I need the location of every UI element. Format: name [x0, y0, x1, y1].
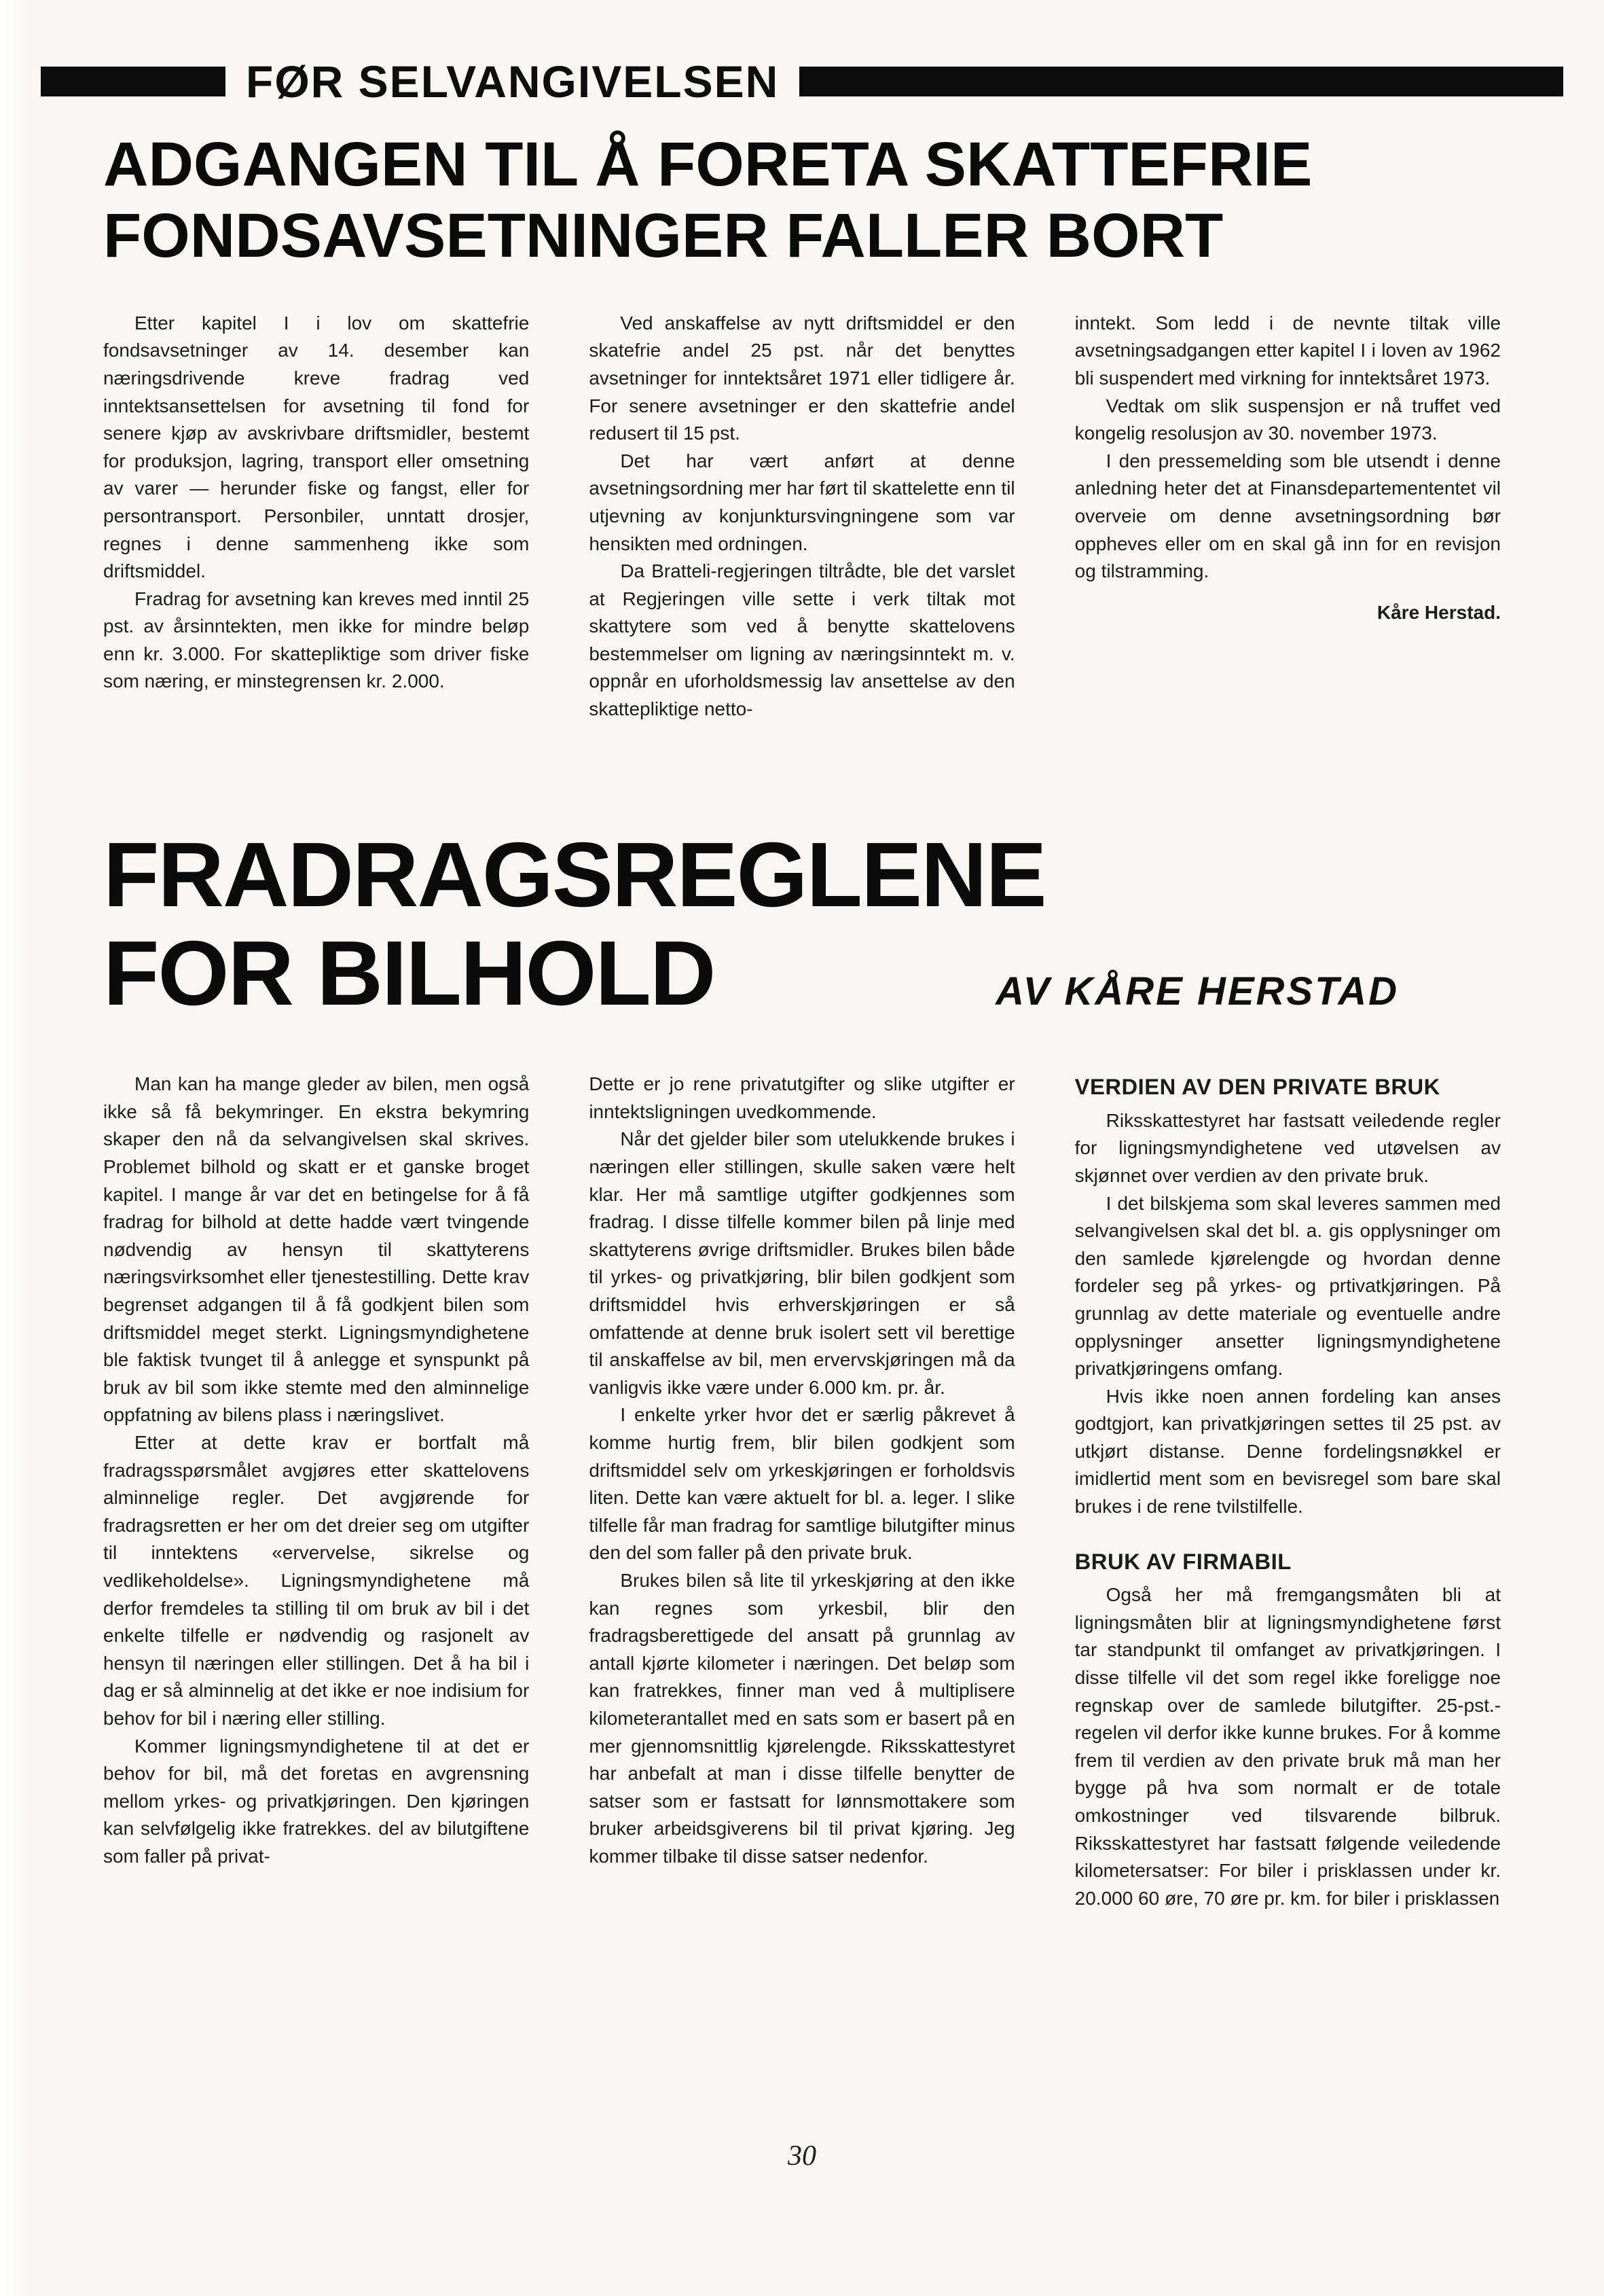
section-header	[41, 56, 1563, 107]
body-paragraph: Fradrag for avsetning kan kreves med inntil 25 pst. av årsinntekten, men ikke for mindre beløp enn kr. 3.000. For skattepliktige som driver fiske som næring, er minstegrensen kr. 2.000.	[103, 588, 530, 692]
body-paragraph: Det har vært anført at denne avsetningsordning mer har ført til skattelette enn til utjevning av konjunktursvingningene som var hensikten med ordningen.	[589, 450, 1015, 554]
article2-column-1	[103, 1071, 529, 1912]
column-subhead: BRUK AV FIRMABIL	[1074, 1548, 1292, 1574]
article1-column-3	[1075, 310, 1501, 723]
body-paragraph: Man kan ha mange gleder av bilen, men også ikke så få bekymringer. En ekstra bekymring skaper den nå da selvangivelsen skal skrives. Problemet bilhold og skatt er et ganske broget kapitel. I mange år var det en betingelse for å få fradrag for bilhold at dette hadde vært tvingende nødvendig av hensyn til skattyterens næringsvirksomhet eller tjenestestilling. Dette krav begrenset adgangen til å få godkjent bilen som driftsmiddel meget sterkt. Ligningsmyndighetene ble faktisk tvunget til å anlegge et synspunkt på bruk av bil som ikke stemte med den alminnelige oppfatning av bilens plass i næringslivet.	[103, 1073, 530, 1426]
article2-author-byline: AV KÅRE HERSTAD	[996, 969, 1399, 1014]
body-paragraph: Kommer ligningsmyndighetene til at det er behov for bil, må det foretas en avgrensning mellom yrkes- og privatkjøringen. Den kjøringen kan selvfølgelig ikke fratrekkes. del av bilutgiftene som faller på privat-	[103, 1735, 530, 1867]
article-fradragsreglene	[103, 825, 1501, 1913]
column-subhead: VERDIEN AV DEN PRIVATE BRUK	[1074, 1074, 1440, 1100]
body-paragraph: Riksskattestyret har fastsatt veiledende regler for ligningsmyndighetene ved utøvelsen av skjønnet over verdien av den private bruk.	[1074, 1109, 1501, 1186]
article2-columns	[103, 1071, 1501, 1912]
article2-headline-row2	[103, 924, 1501, 1023]
article1-column-1	[103, 310, 529, 723]
article1-headline-line1: ADGANGEN TIL Å FORETA SKATTEFRIE	[103, 130, 1313, 199]
article2-headline	[103, 825, 1501, 1024]
body-paragraph: Etter kapitel I i lov om skattefrie fondsavsetninger av 14. desember kan næringsdrivende kreve fradrag ved inntektsansettelsen for avsetning til fond for senere kjøp av avskrivbare driftsmidler, bestemt for produksjon, lagring, transport eller omsetning av varer — herunder fiske og fangst, eller for persontransport. Personbiler, unntatt drosjer, regnes i denne sammenheng ikke som driftsmiddel.	[103, 312, 530, 582]
body-paragraph: Vedtak om slik suspensjon er nå truffet ved kongelig resolusjon av 30. november 1973.	[1074, 395, 1501, 444]
body-paragraph: I det bilskjema som skal leveres sammen med selvangivelsen skal det bl. a. gis opplysninger om den samlede kjørelengde og hvordan denne fordeler seg på yrkes- og prtivatkjøringen. På grunnlag av dette materiale og eventuelle andre opplysninger ansetter ligningsmyndighetene privatkjøringens omfang.	[1074, 1192, 1501, 1380]
article1-columns	[103, 310, 1501, 723]
section-kicker: FØR SELVANGIVELSEN	[246, 56, 780, 107]
body-paragraph-continuation: inntekt. Som ledd i de nevnte tiltak ville avsetningsadgangen etter kapitel I i loven av 1962 bli suspendert med virkning for inntektsåret 1973.	[1074, 312, 1501, 389]
body-paragraph: Da Bratteli-regjeringen tiltrådte, ble det varslet at Regjeringen ville sette i verk tiltak mot skattytere som ved å benytte skattelovens bestemmelser om ligning av næringsinntekt m. v. oppnår en uforholdsmessig lav ansettelse av den skattepliktige netto-	[589, 560, 1015, 720]
header-rule-left	[41, 67, 225, 96]
body-paragraph: Også her må fremgangsmåten bli at ligningsmåten blir at ligningsmyndighetene først tar standpunkt til omfanget av privatkjøringen. I disse tilfelle vil det som regel ikke foreligge noe regnskap over de samlede bilutgifter. 25-pst.-regelen vil derfor ikke kunne brukes. For å komme frem til verdien av den private bruk må man her bygge på hva som normalt er de totale omkostninger ved tilsvarende bilbruk. Riksskattestyret har fastsatt følgende veiledende kilometersatser: For biler i prisklassen under kr. 20.000 60 øre, 70 øre pr. km. for biler i prisklassen	[1074, 1584, 1501, 1909]
article2-column-2	[589, 1071, 1015, 1912]
body-paragraph: Etter at dette krav er bortfalt må fradragsspørsmålet avgjøres etter skattelovens alminnelige regler. Det avgjørende for fradragsretten er her om det dreier seg om utgifter til inntektens «ervervelse, sikrelse og vedlikeholdelse». Ligningsmyndighetene må derfor fremdeles ta stilling til om bruk av bil i det enkelte tilfelle er nødvendig og rasjonelt av hensyn til næringen eller stillingen. Det å ha bil i dag er så alminnelig at det ikke er noe indisium for behov for bil i næring eller stilling.	[103, 1431, 530, 1729]
body-paragraph: Når det gjelder biler som utelukkende brukes i næringen eller stillingen, skulle saken være helt klar. Her må samtlige utgifter godkjennes som fradrag. I disse tilfelle kommer bilen på linje med skattyterens øvrige driftsmidler. Brukes bilen både til yrkes- og privatkjøring, blir bilen godkjent som driftsmiddel hvis erhverskjøringen er så omfattende at denne bruk isolert sett vil berettige til anskaffelse av bil, men ervervskjøringen må da vanligvis ikke være under 6.000 km. pr. år.	[589, 1128, 1015, 1398]
author-signature: Kåre Herstad.	[1377, 601, 1501, 623]
article1-headline	[103, 129, 1501, 272]
article2-headline-line2: FOR BILHOLD	[103, 922, 715, 1025]
page-number: 30	[788, 2140, 816, 2172]
article2-headline-line1: FRADRAGSREGLENE	[103, 823, 1046, 926]
header-rule-right	[799, 67, 1563, 96]
article1-column-2	[589, 310, 1015, 723]
body-paragraph: I enkelte yrker hvor det er særlig påkrevet å komme hurtig frem, blir bilen godkjent som driftsmiddel selv om yrkeskjøringen er forholdsvis liten. Dette kan være aktuelt for bl. a. leger. I slike tilfelle får man fradrag for samtlige bilutgifter minus den del som faller på den private bruk.	[589, 1404, 1015, 1564]
body-paragraph: Hvis ikke noen annen fordeling kan anses godtgjort, kan privatkjøringen settes til 25 pst. av utkjørt distanse. Denne fordelingsnøkkel er imidlertid ment som en bevisregel som bare skal brukes i de rene tvilstilfelle.	[1074, 1385, 1501, 1518]
article1-headline-line2: FONDSAVSETNINGER FALLER BORT	[103, 200, 1224, 270]
body-paragraph: Ved anskaffelse av nytt driftsmiddel er den skatefrie andel 25 pst. når det benyttes avsetninger for inntektsåret 1971 eller tidligere år. For senere avsetninger er den skattefrie andel redusert til 15 pst.	[589, 312, 1015, 444]
article2-column-3	[1075, 1071, 1501, 1912]
body-paragraph: I den pressemelding som ble utsendt i denne anledning heter det at Finansdepartemententet vil overveie om denne avsetningsordning bør oppheves eller om en skal gå inn for en revisjon og tilstramming.	[1074, 450, 1501, 582]
article-fondsavsetninger	[103, 129, 1501, 723]
body-paragraph: Brukes bilen så lite til yrkeskjøring at den ikke kan regnes som yrkesbil, blir den fradragsberettigede del ansatt på grunnlag av antall kjørte kilometer i næringen. Det beløp som kan fratrekkes, finner man ved å multiplisere kilometerantallet med en sats som er basert på en mer gjennomsnittlig kjørelengde. Riksskattestyret har anbefalt at man i disse tilfelle benytter de satser som er fastsatt for lønnsmottakere som bruker arbeidsgiverens bil til privat kjøring. Jeg kommer tilbake til disse satser nedenfor.	[589, 1569, 1015, 1867]
body-paragraph-continuation: Dette er jo rene privatutgifter og slike utgifter er inntektsligningen uvedkommende.	[589, 1073, 1015, 1122]
